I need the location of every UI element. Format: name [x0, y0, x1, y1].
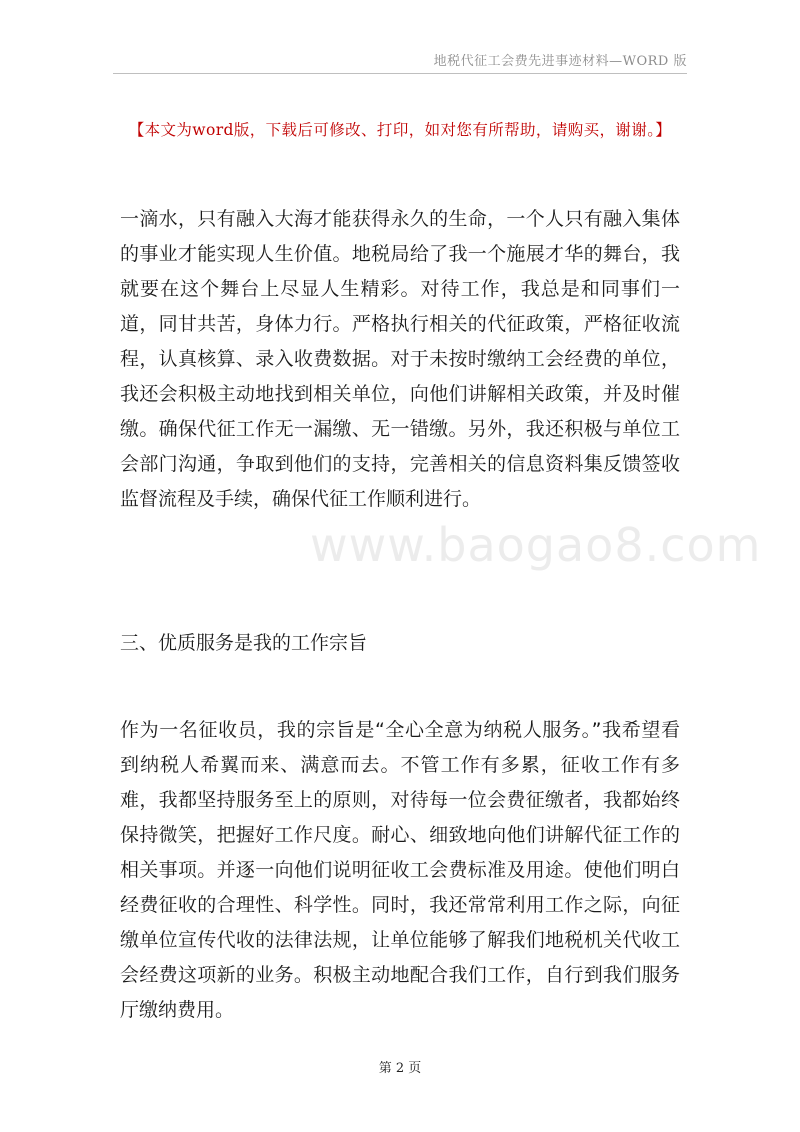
purchase-notice: 【本文为word版，下载后可修改、打印，如对您有所帮助，请购买，谢谢。】 — [128, 121, 672, 139]
watermark: www.baogao8.com — [310, 518, 762, 572]
header-divider — [113, 73, 687, 74]
running-header: 地税代征工会费先进事迹材料—WORD 版 — [433, 54, 687, 69]
page-number: 第 2 页 — [378, 1061, 422, 1076]
section-heading: 三、优质服务是我的工作宗旨 — [120, 632, 368, 654]
body-paragraph-2: 作为一名征收员，我的宗旨是“全心全意为纳税人服务。”我希望看到纳税人希翼而来、满意而去。不管工作有多累，征收工作有多难，我都坚持服务至上的原则，对待每一位会费征缴者，我都始终保持微笑，把握好工作尺度。耐心、细致地向他们讲解代征工作的相关事项。并逐一向他们说明征收工会费标准及用途。使他们明白经费征收的合理性、科学性。同时，我还常常利用工作之际，向征缴单位宣传代收的法律法规，让单位能够了解我们地税机关代收工会经费这项新的业务。积极主动地配合我们工作，自行到我们服务厅缴纳费用。 — [120, 719, 680, 1021]
body-paragraph-1: 一滴水，只有融入大海才能获得永久的生命，一个人只有融入集体的事业才能实现人生价值。地税局给了我一个施展才华的舞台，我就要在这个舞台上尽显人生精彩。对待工作，我总是和同事们一道，同甘共苦，身体力行。严格执行相关的代征政策，严格征收流程，认真核算、录入收费数据。对于未按时缴纳工会经费的单位，我还会积极主动地找到相关单位，向他们讲解相关政策，并及时催缴。确保代征工作无一漏缴、无一错缴。另外，我还积极与单位工会部门沟通，争取到他们的支持，完善相关的信息资料集反馈签收监督流程及手续，确保代征工作顺利进行。 — [120, 208, 680, 510]
